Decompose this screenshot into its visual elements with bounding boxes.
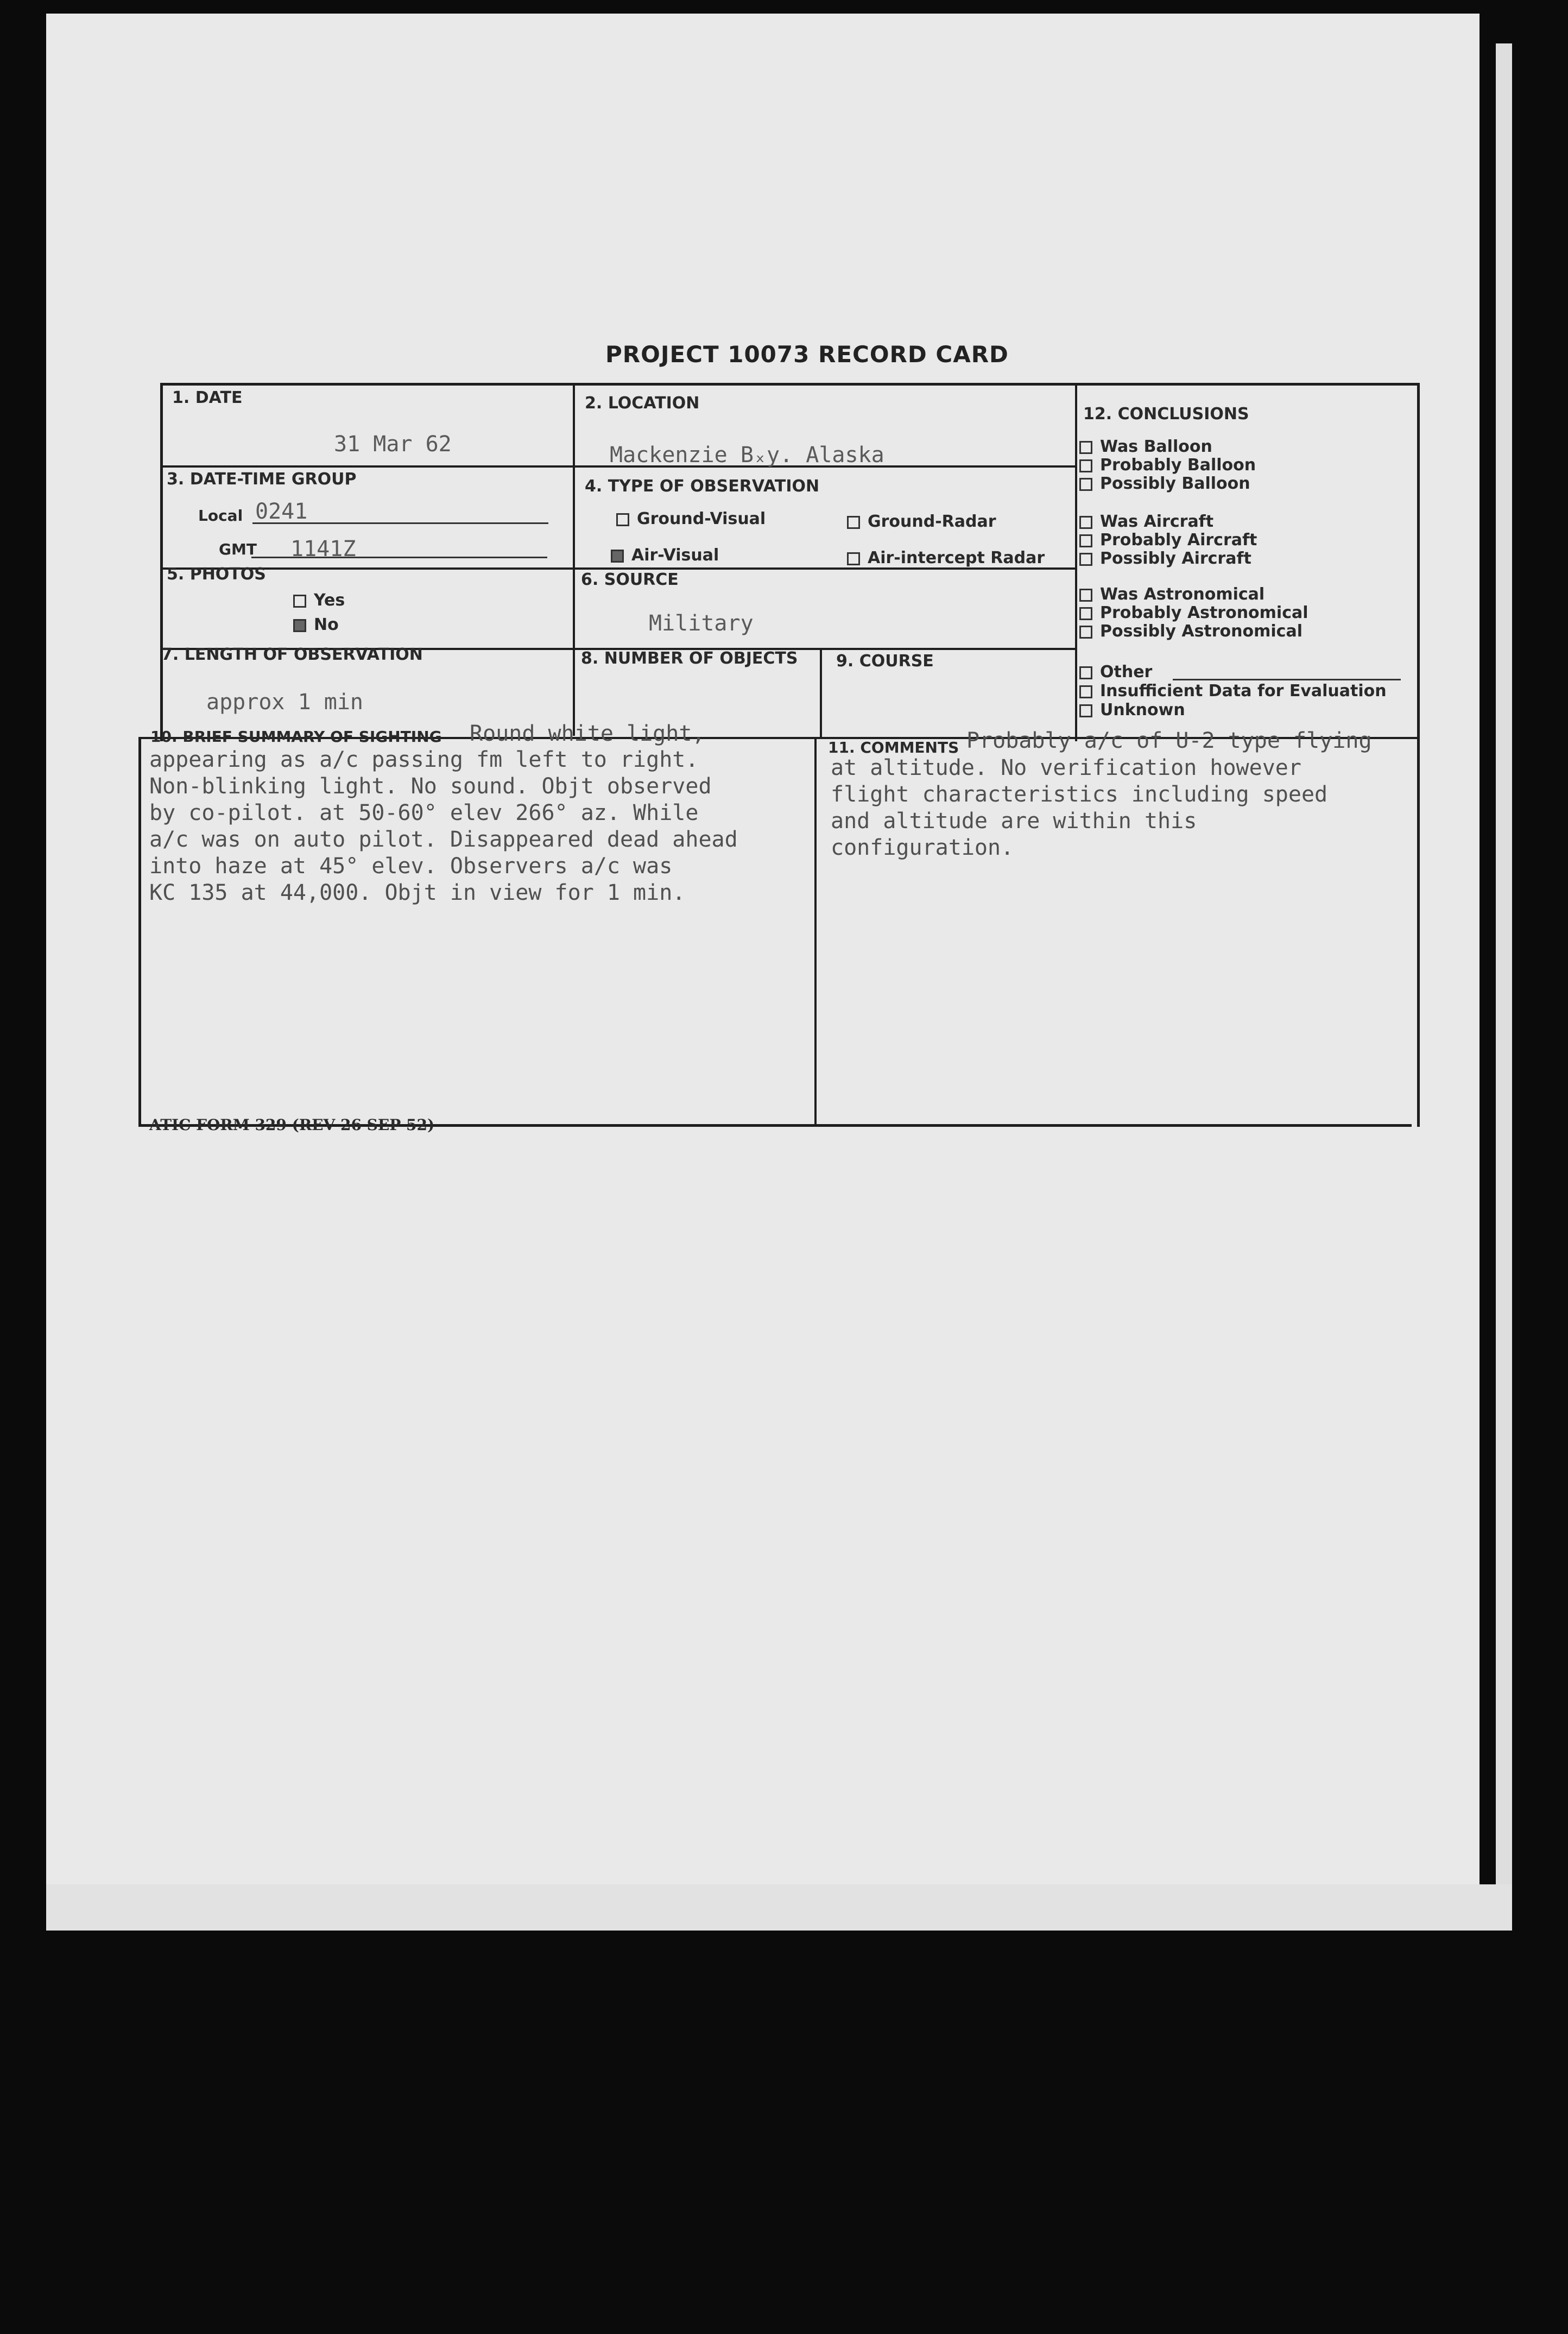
conclusion-option: Insufficient Data for Evaluation bbox=[1079, 682, 1387, 701]
course-label: 9. COURSE bbox=[836, 652, 934, 671]
conclusion-option-other: Other bbox=[1079, 663, 1152, 682]
local-value: 0241 bbox=[255, 499, 308, 524]
date-time-group-label: 3. DATE-TIME GROUP bbox=[167, 470, 357, 489]
divider-col-1 bbox=[573, 383, 575, 736]
divider-row-2 bbox=[160, 567, 1075, 570]
location-value: Mackenzie Bₓy. Alaska bbox=[610, 443, 884, 468]
conclusion-option: Probably Balloon bbox=[1079, 456, 1256, 475]
option-air-visual: Air-Visual bbox=[611, 546, 719, 565]
comments-line: flight characteristics including speed bbox=[831, 782, 1328, 807]
option-air-intercept-radar: Air-intercept Radar bbox=[847, 548, 1045, 567]
divider-col-conclusions bbox=[1075, 383, 1077, 741]
conclusion-option: Was Astronomical bbox=[1079, 585, 1264, 604]
checkbox-icon bbox=[1079, 516, 1092, 529]
border-left-upper bbox=[160, 383, 163, 741]
paper-bottom bbox=[46, 1884, 1512, 1931]
summary-label: 10. BRIEF SUMMARY OF SIGHTING bbox=[150, 728, 442, 746]
checkbox-icon bbox=[847, 516, 860, 529]
photos-yes: Yes bbox=[293, 591, 345, 610]
other-line bbox=[1173, 679, 1401, 680]
gmt-value: 1141Z bbox=[290, 537, 356, 562]
border-right bbox=[1417, 383, 1420, 1127]
local-label: Local bbox=[198, 507, 243, 525]
conclusion-option: Unknown bbox=[1079, 701, 1185, 720]
checkbox-icon bbox=[1079, 666, 1092, 679]
summary-line: a/c was on auto pilot. Disappeared dead ahead bbox=[149, 827, 738, 852]
summary-line: Non-blinking light. No sound. Objt observed bbox=[149, 774, 712, 799]
gmt-label: GMT bbox=[219, 540, 257, 558]
record-card bbox=[138, 383, 1420, 1127]
checkbox-icon bbox=[1079, 553, 1092, 566]
source-value: Military bbox=[649, 611, 754, 636]
checkbox-icon bbox=[1079, 685, 1092, 698]
checkbox-icon bbox=[293, 595, 306, 608]
checkbox-icon bbox=[1079, 626, 1092, 639]
comments-line: configuration. bbox=[831, 835, 1014, 860]
conclusion-option: Probably Aircraft bbox=[1079, 531, 1257, 550]
conclusion-option: Possibly Balloon bbox=[1079, 474, 1250, 493]
summary-line: into haze at 45° elev. Observers a/c was bbox=[149, 854, 673, 879]
option-ground-radar: Ground-Radar bbox=[847, 512, 996, 531]
scan-background bbox=[0, 1931, 1568, 2334]
border-left-lower bbox=[138, 739, 141, 1127]
length-value: approx 1 min bbox=[206, 690, 363, 715]
photos-label: 5. PHOTOS bbox=[167, 565, 266, 584]
border-top bbox=[160, 383, 1420, 386]
date-value: 31 Mar 62 bbox=[334, 432, 452, 457]
checked-box-icon bbox=[611, 550, 624, 563]
checkbox-icon bbox=[616, 513, 629, 526]
conclusion-option: Was Balloon bbox=[1079, 437, 1212, 456]
location-label: 2. LOCATION bbox=[585, 394, 700, 413]
checkbox-icon bbox=[1079, 589, 1092, 602]
checkbox-icon bbox=[1079, 459, 1092, 472]
length-label: 7. LENGTH OF OBSERVATION bbox=[161, 645, 423, 664]
divider-summary-comments bbox=[814, 739, 817, 1127]
summary-line: appearing as a/c passing fm left to right. bbox=[149, 747, 699, 772]
checkbox-icon bbox=[1079, 441, 1092, 454]
number-of-objects-label: 8. NUMBER OF OBJECTS bbox=[581, 649, 798, 668]
checkbox-icon bbox=[1079, 478, 1092, 491]
conclusion-option: Probably Astronomical bbox=[1079, 603, 1308, 622]
form-number: ATIC FORM 329 (REV 26 SEP 52) bbox=[149, 1116, 435, 1134]
photos-no: No bbox=[293, 615, 339, 634]
comments-line: at altitude. No verification however bbox=[831, 755, 1301, 780]
summary-line: KC 135 at 44,000. Objt in view for 1 min. bbox=[149, 880, 686, 905]
type-of-observation-label: 4. TYPE OF OBSERVATION bbox=[585, 477, 820, 496]
summary-line: Round white light, bbox=[470, 721, 705, 746]
checked-box-icon bbox=[293, 619, 306, 632]
checkbox-icon bbox=[1079, 534, 1092, 547]
comments-label: 11. COMMENTS bbox=[828, 739, 959, 756]
source-label: 6. SOURCE bbox=[581, 570, 679, 589]
conclusion-option: Was Aircraft bbox=[1079, 512, 1213, 531]
comments-line: Probably a/c of U-2 type flying bbox=[966, 728, 1372, 753]
date-label: 1. DATE bbox=[172, 388, 243, 407]
conclusion-option: Possibly Astronomical bbox=[1079, 622, 1303, 641]
conclusions-label: 12. CONCLUSIONS bbox=[1083, 405, 1249, 424]
comments-line: and altitude are within this bbox=[831, 809, 1197, 834]
checkbox-icon bbox=[847, 552, 860, 565]
checkbox-icon bbox=[1079, 607, 1092, 620]
summary-line: by co-pilot. at 50-60° elev 266° az. While bbox=[149, 800, 699, 825]
checkbox-icon bbox=[1079, 704, 1092, 717]
card-title: PROJECT 10073 RECORD CARD bbox=[605, 341, 1009, 368]
conclusion-option: Possibly Aircraft bbox=[1079, 549, 1251, 568]
divider-objects-course bbox=[820, 649, 822, 739]
option-ground-visual: Ground-Visual bbox=[616, 509, 766, 528]
paper-edge bbox=[1496, 43, 1512, 1914]
